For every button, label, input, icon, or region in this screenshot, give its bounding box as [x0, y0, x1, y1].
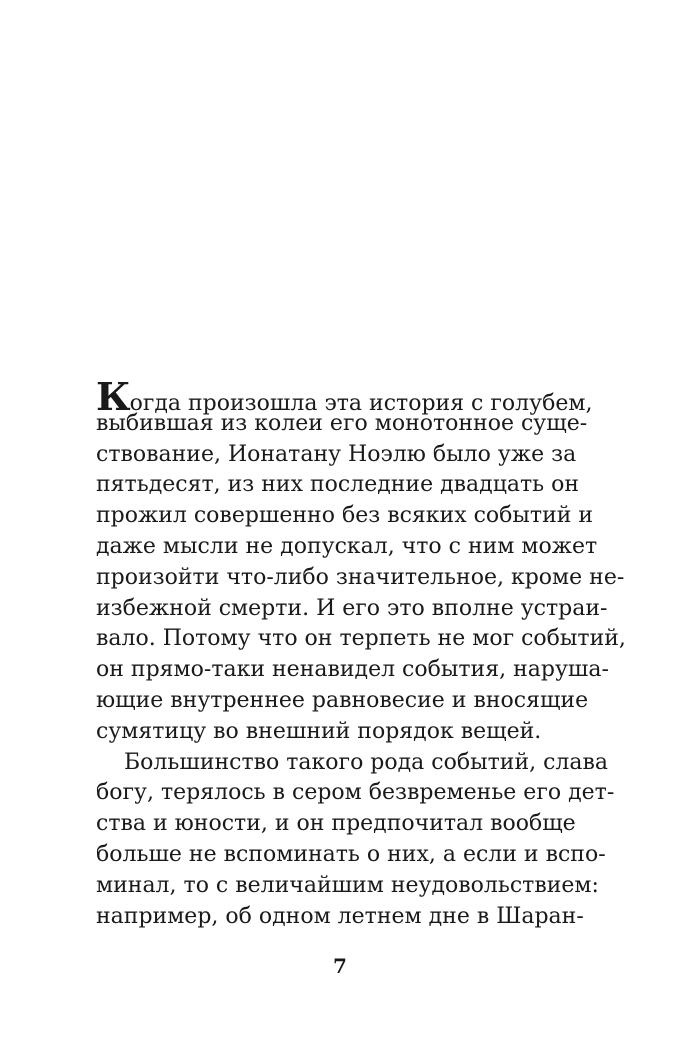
paragraph-2-line: например, об одном летнем дне в Шаран- — [96, 903, 584, 929]
drop-cap: К — [96, 374, 130, 419]
paragraph-2-line: Большинство такого рода событий, слава — [124, 749, 609, 775]
paragraph-1-line: он прямо-таки ненавидел события, наруша- — [96, 657, 609, 683]
paragraph-1-line: выбившая из колеи его монотонное суще- — [96, 410, 588, 436]
paragraph-1-line: даже мысли не допускал, что с ним может — [96, 533, 598, 559]
paragraph-1-line-1-text: огда произошла эта история с голубем, — [129, 391, 593, 416]
paragraph-1-line: пятьдесят, из них последние двадцать он — [96, 472, 580, 498]
paragraph-2-line: богу, терялось в сером безвременье его дет- — [96, 780, 615, 806]
paragraph-1-line-1 — [96, 374, 593, 419]
paragraph-1-last-line: сумятицу во внешний порядок вещей. — [96, 718, 542, 744]
paragraph-2-line: больше не вспоминать о них, а если и вспо- — [96, 841, 606, 867]
page-number: 7 — [333, 954, 347, 978]
body-text — [96, 374, 626, 932]
paragraph-1-line: прожил совершенно без всяких событий и — [96, 503, 594, 529]
paragraph-2-line: ства и юности, и он предпочитал вообще — [96, 811, 576, 837]
paragraph-1-line: избежной смерти. И его это вполне устраи- — [96, 595, 608, 621]
paragraph-2-line: минал, то с величайшим неудовольствием: — [96, 872, 599, 898]
paragraph-1-line: ющие внутреннее равновесие и вносящие — [96, 687, 589, 713]
paragraph-1-line: произойти что-либо значительное, кроме не- — [96, 564, 625, 590]
paragraph-1-line: вало. Потому что он терпеть не мог событий, — [96, 626, 626, 652]
paragraph-1-line: ствование, Ионатану Ноэлю было уже за — [96, 441, 577, 467]
